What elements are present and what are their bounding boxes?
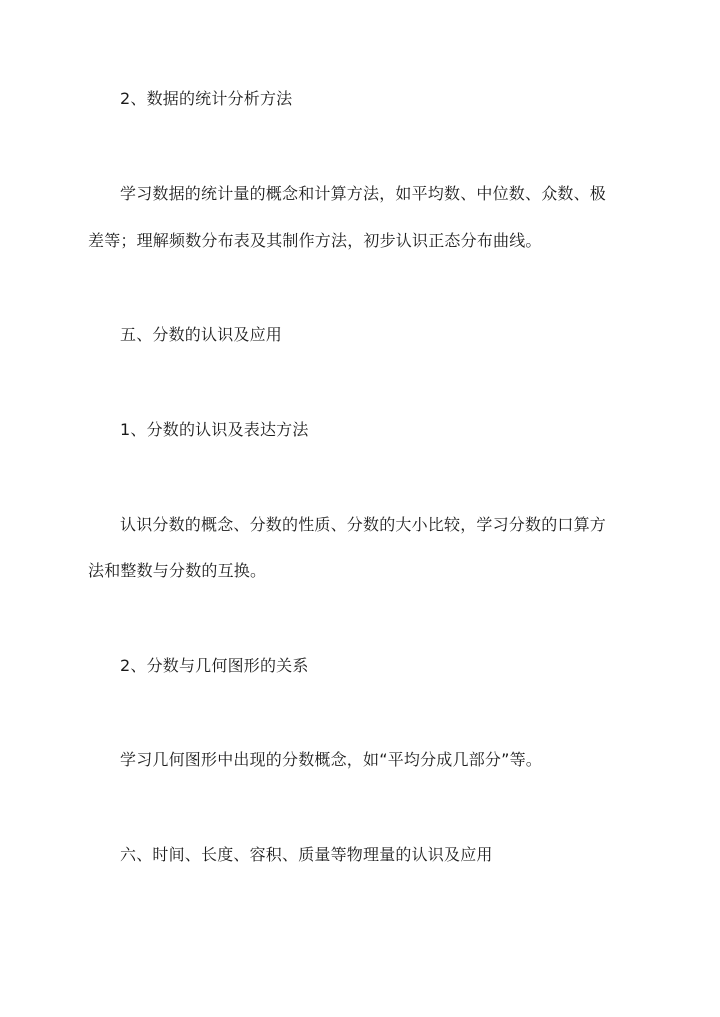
paragraph-statistics-line-1: 学习数据的统计量的概念和计算方法，如平均数、中位数、众数、极 <box>120 184 607 203</box>
paragraph-fractions-line-1: 认识分数的概念、分数的性质、分数的大小比较，学习分数的口算方 <box>120 515 607 534</box>
section-heading-fractions: 五、分数的认识及应用 <box>120 325 283 344</box>
paragraph-fractions-line-2: 法和整数与分数的互换。 <box>88 561 267 580</box>
paragraph-statistics-line-2: 差等；理解频数分布表及其制作方法，初步认识正态分布曲线。 <box>88 231 542 250</box>
section-heading-physical-quantities: 六、时间、长度、容积、质量等物理量的认识及应用 <box>120 845 493 864</box>
subheading-fraction-expression: 1、分数的认识及表达方法 <box>120 420 309 439</box>
paragraph-fractions-geometry: 学习几何图形中出现的分数概念，如“平均分成几部分”等。 <box>120 750 542 769</box>
subheading-data-statistics-methods: 2、数据的统计分析方法 <box>120 89 293 108</box>
subheading-fractions-geometry: 2、分数与几何图形的关系 <box>120 656 309 675</box>
